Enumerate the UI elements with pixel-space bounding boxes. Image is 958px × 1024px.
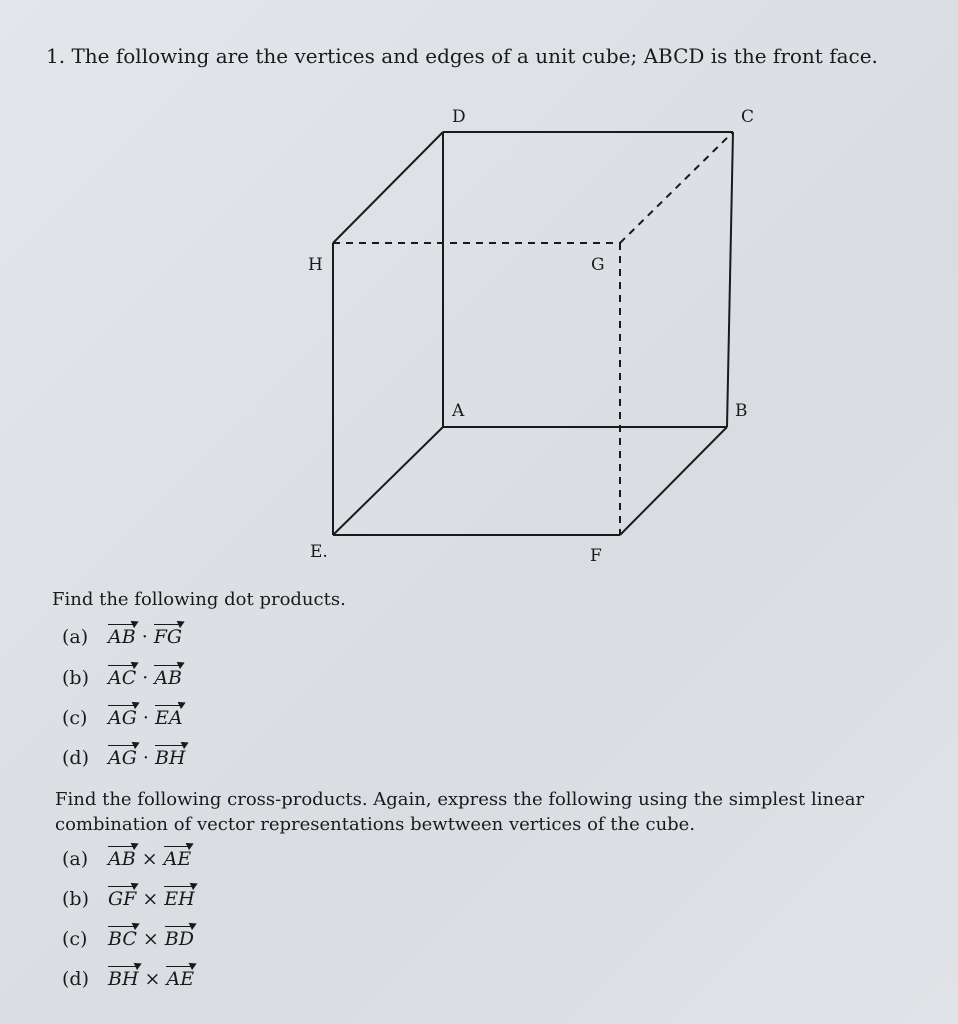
item-number: (c) <box>62 928 88 950</box>
vector-a: AC <box>108 667 137 689</box>
cross-product-item <box>62 846 191 870</box>
vector-b: BD <box>164 928 194 950</box>
dot-product-item <box>62 705 183 729</box>
cross-products-heading-line1: Find the following cross-products. Again, express the following using the simplest linear <box>55 789 865 810</box>
vector-a: AG <box>108 707 137 729</box>
vertex-label-G: G <box>591 255 605 275</box>
vertex-label-H: H <box>308 255 323 275</box>
vertex-label-A: A <box>452 401 465 421</box>
vector-a: AB <box>108 626 136 648</box>
item-number: (c) <box>62 707 88 729</box>
item-number: (b) <box>62 667 89 689</box>
dot-product-item <box>62 665 182 689</box>
operator: × <box>141 848 158 870</box>
dot-products-heading: Find the following dot products. <box>52 589 346 610</box>
operator: × <box>144 968 161 990</box>
edge-BF <box>620 427 727 535</box>
vector-b: FG <box>153 626 183 648</box>
vector-a: AG <box>108 747 137 769</box>
cross-product-item <box>62 926 194 950</box>
vector-b: EA <box>154 707 183 729</box>
vector-a: BH <box>108 968 139 990</box>
vertex-label-E: E. <box>310 542 328 562</box>
cross-product-item <box>62 966 194 990</box>
dot-product-item <box>62 624 182 648</box>
item-number: (d) <box>62 968 89 990</box>
vector-b: BH <box>154 747 186 769</box>
dot-product-item <box>62 745 186 769</box>
edge-AE <box>333 427 443 535</box>
item-number: (a) <box>62 626 89 648</box>
edge-GC-hidden <box>620 132 733 243</box>
operator: × <box>142 888 159 910</box>
vector-b: AB <box>154 667 182 689</box>
vector-a: GF <box>108 888 137 910</box>
edge-DH <box>333 132 443 243</box>
vector-a: AB <box>108 848 136 870</box>
vertex-label-F: F <box>590 546 602 566</box>
vector-b: EH <box>164 888 195 910</box>
vertex-label-B: B <box>735 401 748 421</box>
operator: · <box>141 626 148 648</box>
item-number: (d) <box>62 747 89 769</box>
operator: · <box>142 707 149 729</box>
cross-products-heading-line2: combination of vector representations bewtween vertices of the cube. <box>55 814 696 835</box>
operator: · <box>142 667 149 689</box>
vector-a: BC <box>108 928 137 950</box>
problem-title: 1. The following are the vertices and edges of a unit cube; ABCD is the front face. <box>46 44 878 68</box>
vector-b: AE <box>163 848 192 870</box>
vertex-label-D: D <box>452 107 466 127</box>
item-number: (b) <box>62 888 89 910</box>
edge-CB <box>727 132 733 427</box>
item-number: (a) <box>62 848 89 870</box>
operator: · <box>142 747 149 769</box>
operator: × <box>142 928 159 950</box>
vertex-label-C: C <box>741 107 755 127</box>
vector-b: AE <box>166 968 195 990</box>
cross-product-item <box>62 886 195 910</box>
